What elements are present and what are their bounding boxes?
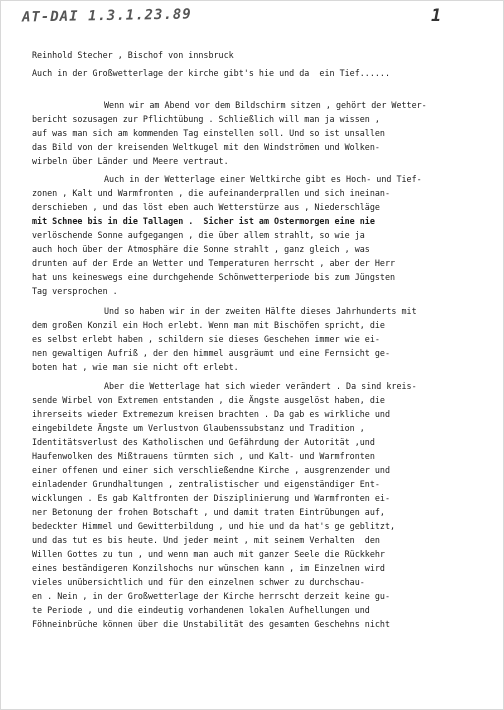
text-line: Identitätsverlust des Katholischen und Gefährdung der Autorität ,und: [32, 437, 375, 447]
text-line: drunten auf der Erde an Wetter und Temperaturen herrscht , aber der Herr: [32, 258, 396, 268]
text-line: hat uns keineswegs eine durchgehende Schönwetterperiode bis zum Jüngsten: [32, 272, 396, 282]
text-line: auch hoch über der Atmosphäre die Sonne strahlt , ganz gleich , was: [32, 244, 370, 254]
text-line: nen gewaltigen Aufriß , der den himmel ausgräumt und eine Fernsicht ge-: [32, 348, 390, 358]
text-line: wicklungen . Es gab Kaltfronten der Disziplinierung und Warmfronten ei-: [32, 493, 390, 503]
text-line: Aber die Wetterlage hat sich wieder verändert . Da sind kreis-: [104, 381, 417, 391]
text-line: ner Betonung der frohen Botschaft , und damit traten Eintrübungen auf,: [32, 507, 385, 517]
text-line: wirbeln über Länder und Meere vertraut.: [32, 156, 229, 166]
archive-stamp: AT-DAI 1.3.1.23.89: [21, 6, 192, 26]
text-line: sende Wirbel von Extremen entstanden , die Ängste ausgelöst haben, die: [32, 395, 385, 405]
text-line: Föhneinbrüche können über die Unstabilität des gesamten Geschehns nicht: [32, 619, 390, 629]
text-line: und das tut es bis heute. Und jeder meint , mit seinem Verhalten den: [32, 535, 380, 545]
text-line: bedeckter Himmel und Gewitterbildung , und hie und da hat's ge geblitzt,: [32, 521, 396, 531]
author-line: Reinhold Stecher , Bischof von innsbruck: [32, 50, 234, 60]
text-line: Und so haben wir in der zweiten Hälfte dieses Jahrhunderts mit: [104, 306, 417, 316]
text-line: auf was man sich am kommenden Tag einstellen soll. Und so ist unsallen: [32, 128, 385, 138]
page-number: 1: [431, 6, 442, 26]
text-line: Haufenwolken des Mißtrauens türmten sich , und Kalt- und Warmfronten: [32, 451, 375, 461]
text-line: derschieben , und das löst eben auch Wetterstürze aus , Niederschläge: [32, 202, 380, 212]
text-line: es selbst erlebt haben , schildern sie dieses Geschehen immer wie ei-: [32, 334, 380, 344]
text-line: vieles unübersichtlich und für den einzelnen schwer zu durchschau-: [32, 577, 365, 587]
text-line: Wenn wir am Abend vor dem Bildschirm sitzen , gehört der Wetter-: [104, 100, 427, 110]
text-line: dem großen Konzil ein Hoch erlebt. Wenn man mit Bischöfen spricht, die: [32, 320, 385, 330]
text-line: verlöschende Sonne aufgegangen , die über allem strahlt, so wie ja: [32, 230, 365, 240]
text-line: Tag versprochen .: [32, 286, 118, 296]
text-line: einer offenen und einer sich verschließendne Kirche , ausgrenzender und: [32, 465, 390, 475]
text-line: bericht sozusagen zur Pflichtübung . Schließlich will man ja wissen ,: [32, 114, 380, 124]
text-line: zonen , Kalt und Warmfronten , die aufeinanderprallen und sich ineinan-: [32, 188, 390, 198]
text-line: mit Schnee bis in die Tallagen . Sicher ist am Ostermorgen eine nie: [32, 216, 375, 226]
text-line: eines beständigeren Konzilshochs nur wünschen kann , im Einzelnen wird: [32, 563, 385, 573]
text-line: en . Nein , in der Großwetterlage der Kirche herrscht derzeit keine gu-: [32, 591, 390, 601]
text-line: ihrerseits wieder Extremezum kreisen brachten . Da gab es wirkliche und: [32, 409, 390, 419]
text-line: einladender Grundhaltungen , zentralistischer und eigenständiger Ent-: [32, 479, 380, 489]
text-line: boten hat , wie man sie nicht oft erlebt.: [32, 362, 239, 372]
text-line: te Periode , und die eindeutig vorhandenen lokalen Aufhellungen und: [32, 605, 370, 615]
text-line: eingebildete Ängste um Verlustvon Glaubenssubstanz und Tradition ,: [32, 423, 365, 433]
text-line: Auch in der Wetterlage einer Weltkirche gibt es Hoch- und Tief-: [104, 174, 422, 184]
title-line: Auch in der Großwetterlage der kirche gibt's hie und da ein Tief......: [32, 68, 390, 78]
text-line: Willen Gottes zu tun , und wenn man auch mit ganzer Seele die Rückkehr: [32, 549, 385, 559]
text-line: das Bild von der kreisenden Weltkugel mit den Windströmen und Wolken-: [32, 142, 380, 152]
